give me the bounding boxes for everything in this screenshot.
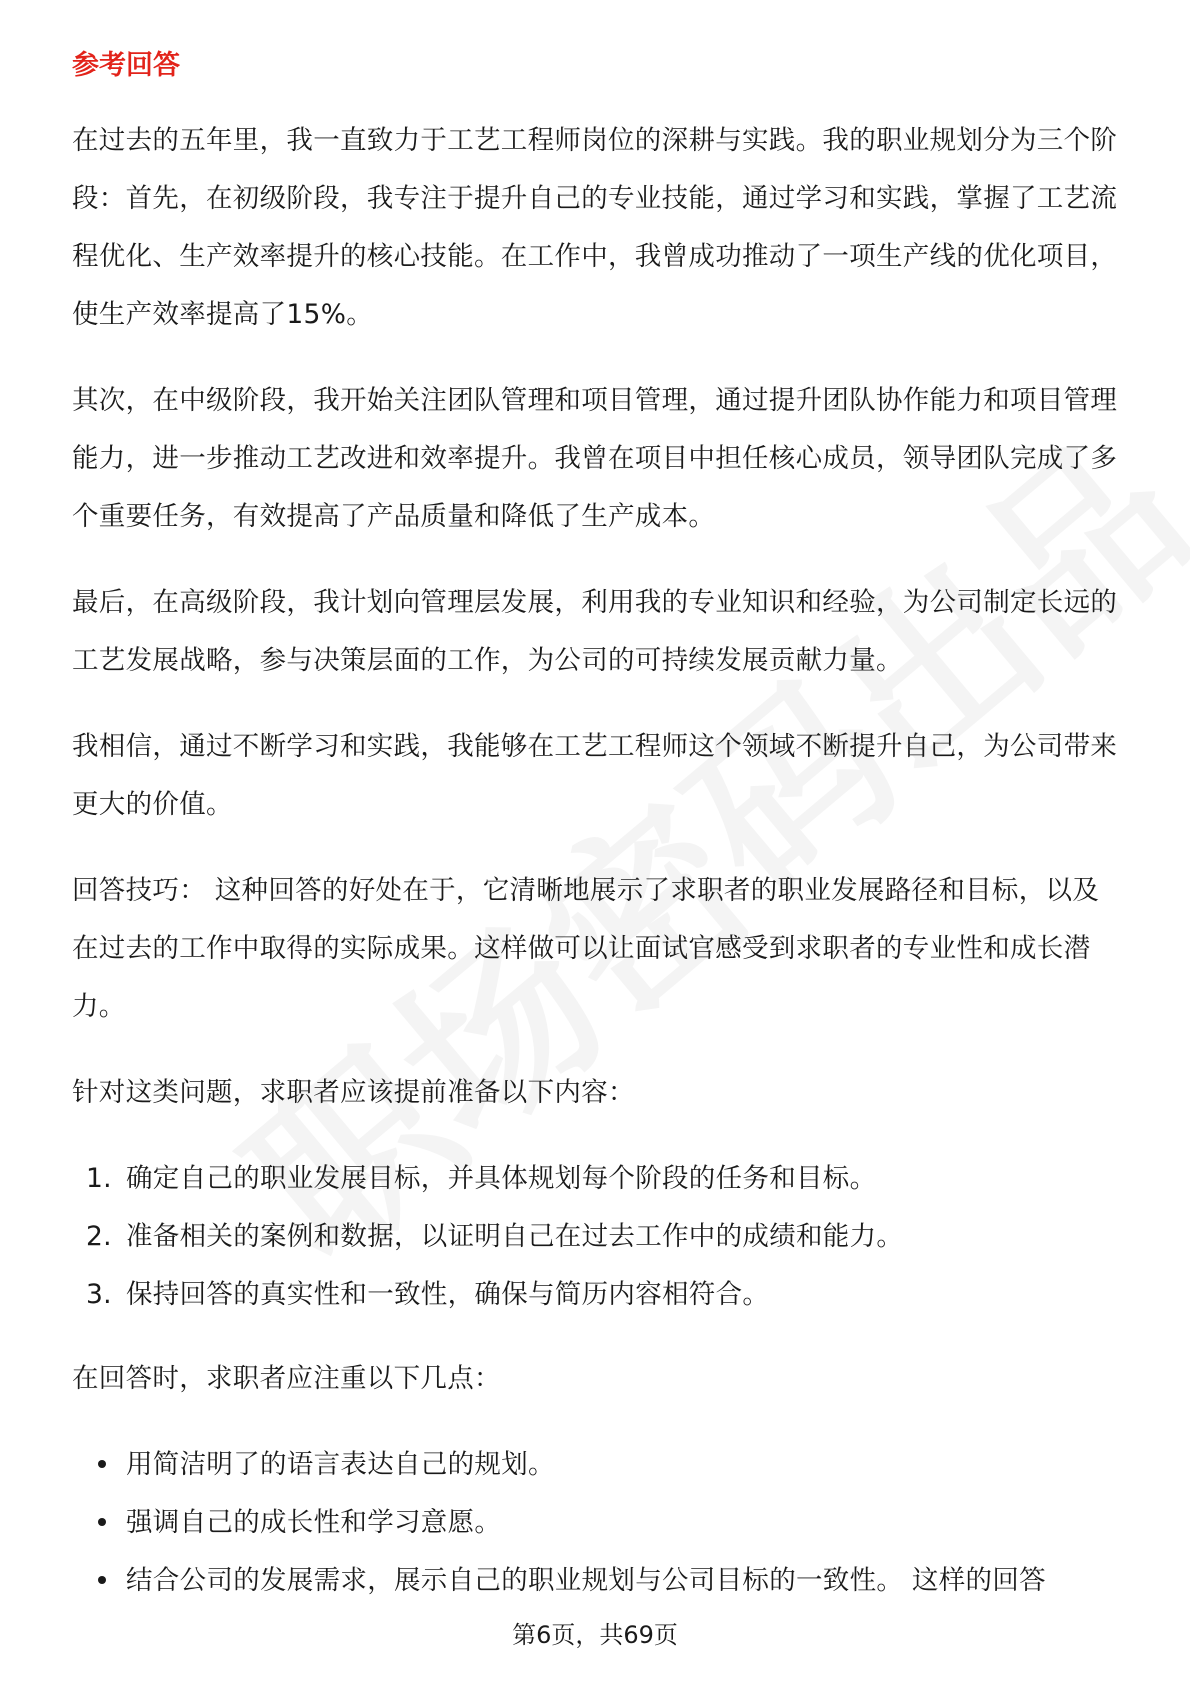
list-item-text: 确定自己的职业发展目标，并具体规划每个阶段的任务和目标。 <box>126 1163 877 1194</box>
list-item <box>72 1494 1118 1552</box>
list-number: 1. <box>86 1163 112 1194</box>
section-title: 参考回答 <box>72 50 180 81</box>
list-item <box>72 1266 1118 1324</box>
list-item <box>72 1150 1118 1208</box>
list-item-text: 结合公司的发展需求，展示自己的职业规划与公司目标的一致性。 这样的回答 <box>126 1565 1046 1596</box>
list-number: 3. <box>86 1279 112 1310</box>
paragraph-answer-tips: 回答技巧： 这种回答的好处在于，它清晰地展示了求职者的职业发展路径和目标，以及在过去的工作中取得的实际成果。这样做可以让面试官感受到求职者的专业性和成长潜力。 <box>72 875 1100 1022</box>
list-item-text: 强调自己的成长性和学习意愿。 <box>126 1507 502 1538</box>
paragraph-senior-stage: 最后，在高级阶段，我计划向管理层发展，利用我的专业知识和经验，为公司制定长远的工艺发展战略，参与决策层面的工作，为公司的可持续发展贡献力量。 <box>72 587 1118 676</box>
paragraph-conclusion: 我相信，通过不断学习和实践，我能够在工艺工程师这个领域不断提升自己，为公司带来更大的价值。 <box>72 731 1118 820</box>
answer-points-list <box>72 1436 1118 1610</box>
list-item-text: 准备相关的案例和数据，以证明自己在过去工作中的成绩和能力。 <box>126 1221 904 1252</box>
bullet-icon <box>98 1460 106 1468</box>
list-item-text: 用简洁明了的语言表达自己的规划。 <box>126 1449 555 1480</box>
bullet-icon <box>98 1518 106 1526</box>
paragraph-preparation-intro: 针对这类问题，求职者应该提前准备以下内容： <box>72 1077 635 1108</box>
list-item <box>72 1436 1118 1494</box>
list-item <box>72 1208 1118 1266</box>
paragraph-career-plan-intro: 在过去的五年里，我一直致力于工艺工程师岗位的深耕与实践。我的职业规划分为三个阶段：首先，在初级阶段，我专注于提升自己的专业技能，通过学习和实践，掌握了工艺流程优化、生产效率提升的核心技能。在工作中，我曾成功推动了一项生产线的优化项目，使生产效率提高了15%。 <box>72 125 1118 330</box>
page-number: 第6页，共69页 <box>512 1621 678 1649</box>
paragraph-answer-points-intro: 在回答时，求职者应注重以下几点： <box>72 1363 501 1394</box>
document-body <box>72 46 1118 1636</box>
list-number: 2. <box>86 1221 112 1252</box>
list-item-text: 保持回答的真实性和一致性，确保与简历内容相符合。 <box>126 1279 770 1310</box>
preparation-list <box>72 1150 1118 1324</box>
list-item <box>72 1552 1118 1610</box>
bullet-icon <box>98 1576 106 1584</box>
paragraph-mid-stage: 其次，在中级阶段，我开始关注团队管理和项目管理，通过提升团队协作能力和项目管理能力，进一步推动工艺改进和效率提升。我曾在项目中担任核心成员，领导团队完成了多个重要任务，有效提高了产品质量和降低了生产成本。 <box>72 385 1118 532</box>
